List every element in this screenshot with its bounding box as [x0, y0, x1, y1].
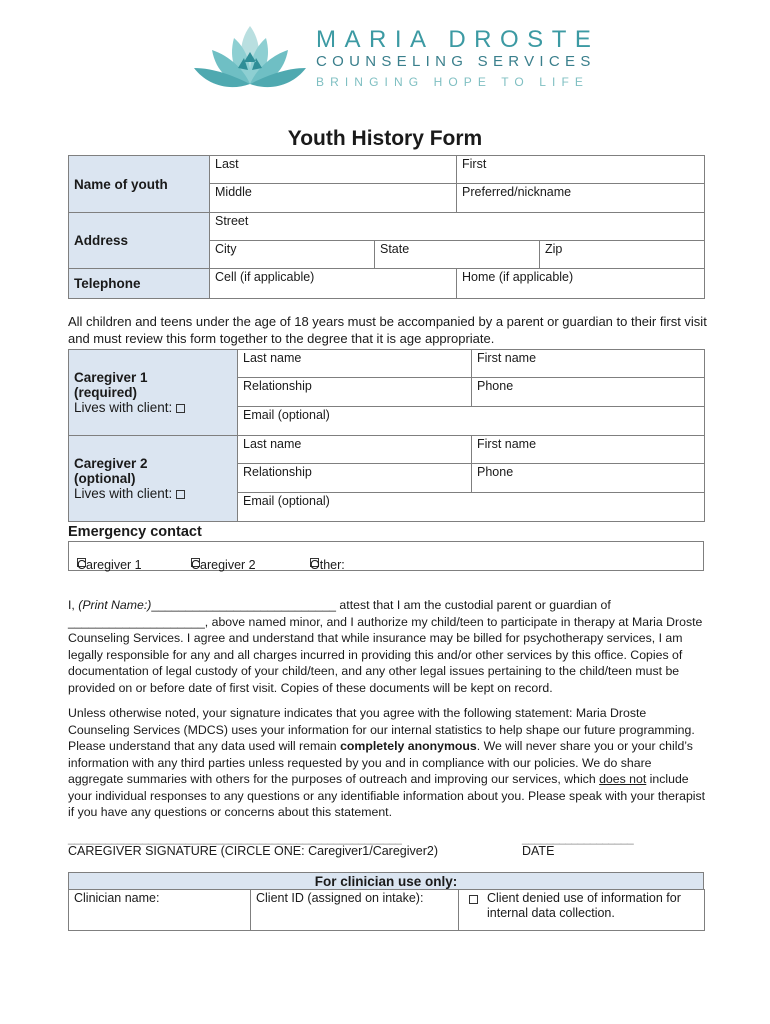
caregiver2-last-name-field[interactable]: [238, 436, 472, 464]
caregiver1-lives-with: [74, 400, 232, 415]
attest-rest: , above named minor, and I authorize my child/teen to participate in therapy at Maria Droste Counseling Services. I agree and understand that while insurance may be billed for psychotherapy services, I am legally responsible for any and all charges incurred in providing this and/or other services by this office. Copies of documentation of legal custody of your child/teen, and any other legal issues pertaining to the child/teen must be provided on or before date of first visit. Copies of these documents will be kept on record.: [68, 614, 703, 695]
client-denied-label: Client denied use of information for internal data collection.: [487, 891, 681, 920]
privacy-part2: . We will never share you or your child’s information with any third parties unless requested by you and in compliance with our policies. We do share aggregate summaries with others for the purposes of outreach and improving our services, which: [68, 739, 693, 786]
telephone-label: Telephone: [69, 269, 210, 299]
brand-subtitle: COUNSELING SERVICES: [316, 53, 596, 70]
accompany-note: All children and teens under the age of 18 years must be accompanied by a parent or guardian to their first visit and must review this form together to the degree that it is age appropriate.: [68, 314, 707, 346]
middle-name-field[interactable]: [210, 184, 457, 213]
print-name-blank[interactable]: ___________________________: [151, 598, 337, 612]
privacy-part1: Unless otherwise noted, your signature indicates that you agree with the following statement: Maria Droste Counseling Services (MDCS) uses your information for our internal statistics to help shape our future programming. Please understand that any data used will remain: [68, 706, 695, 753]
privacy-part3: include your individual responses to any questions or any identifiable information about you. Please speak with your therapist if you have any questions or concerns about this statement.: [68, 772, 706, 819]
custody-attestation: [68, 597, 708, 696]
caregiver2-status: (optional): [74, 471, 136, 486]
first-name-field[interactable]: [457, 156, 705, 184]
youth-info-table: [68, 155, 705, 299]
caregiver1-lives-with-checkbox[interactable]: [176, 404, 185, 413]
city-field[interactable]: [210, 241, 375, 269]
zip-field[interactable]: [540, 241, 704, 268]
state-zip-cell: [375, 241, 705, 269]
date-line[interactable]: __________________: [522, 831, 634, 845]
caregiver1-relationship-label: Relationship: [243, 379, 312, 393]
last-name-field[interactable]: [210, 156, 457, 184]
caregiver2-lives-with: [74, 486, 232, 501]
cell-label: Cell (if applicable): [215, 270, 315, 284]
caregiver1-email-field[interactable]: [238, 407, 705, 436]
preferred-label: Preferred/nickname: [462, 185, 572, 199]
caregiver2-last-name-label: Last name: [243, 437, 302, 451]
caregiver2-email-label: Email (optional): [243, 494, 330, 508]
caregiver2-phone-label: Phone: [477, 465, 514, 479]
lotus-logo-icon: [190, 22, 310, 94]
client-id-field[interactable]: [251, 890, 459, 931]
street-label: Street: [215, 214, 249, 228]
emergency-contact-options: [68, 541, 704, 571]
minor-name-blank[interactable]: ____________________: [68, 614, 205, 629]
client-denied-option: [459, 890, 705, 931]
caregiver2-relationship-label: Relationship: [243, 465, 312, 479]
client-denied-checkbox[interactable]: [469, 895, 478, 904]
caregiver2-lives-with-label: Lives with client:: [74, 486, 173, 501]
caregiver2-first-name-label: First name: [477, 437, 537, 451]
date-caption: DATE: [522, 844, 555, 858]
clinician-heading: For clinician use only:: [68, 872, 704, 890]
caregiver2-phone-field[interactable]: [472, 464, 705, 493]
caregiver2-first-name-field[interactable]: [472, 436, 705, 464]
caregiver2-label: [69, 436, 238, 522]
emergency-other-label: Other:: [310, 558, 345, 572]
preferred-name-field[interactable]: [457, 184, 705, 213]
clinician-name-label: Clinician name:: [74, 891, 160, 905]
state-label: State: [380, 242, 410, 256]
caregiver1-last-name-field[interactable]: [238, 350, 472, 378]
clinician-table: [68, 889, 705, 931]
form-title: Youth History Form: [287, 127, 483, 150]
home-phone-field[interactable]: [457, 269, 705, 299]
caregiver1-status: (required): [74, 385, 138, 400]
caregiver2-relationship-field[interactable]: [238, 464, 472, 493]
caregiver1-phone-field[interactable]: [472, 378, 705, 407]
attest-mid: attest that I am the custodial parent or guardian of: [336, 598, 611, 612]
emergency-contact-heading: Emergency contact: [68, 524, 202, 540]
state-field[interactable]: [375, 241, 540, 268]
privacy-statement: [68, 705, 708, 821]
attest-prefix: I,: [68, 598, 79, 612]
signature-line[interactable]: ______________________________________________________: [68, 831, 402, 845]
name-of-youth-label: Name of youth: [69, 156, 210, 213]
home-label: Home (if applicable): [462, 270, 574, 284]
caregiver1-phone-label: Phone: [477, 379, 514, 393]
caregiver1-title: Caregiver 1: [74, 370, 148, 385]
middle-label: Middle: [215, 185, 252, 199]
caregiver1-label: [69, 350, 238, 436]
caregivers-table: [68, 349, 705, 522]
signature-caption: CAREGIVER SIGNATURE (CIRCLE ONE: Caregiver1/Caregiver2): [68, 844, 438, 858]
brand-name: MARIA DROSTE: [316, 26, 600, 53]
caregiver1-first-name-label: First name: [477, 351, 537, 365]
caregiver2-email-field[interactable]: [238, 493, 705, 522]
clinician-name-field[interactable]: [69, 890, 251, 931]
print-name-label: (Print Name:): [78, 598, 152, 612]
emergency-caregiver2-label: Caregiver 2: [191, 558, 256, 572]
zip-label: Zip: [545, 242, 563, 256]
privacy-underlined: does not: [599, 772, 647, 786]
caregiver1-relationship-field[interactable]: [238, 378, 472, 407]
city-label: City: [215, 242, 237, 256]
caregiver1-last-name-label: Last name: [243, 351, 302, 365]
emergency-caregiver1-label: Caregiver 1: [77, 558, 142, 572]
street-field[interactable]: [210, 213, 705, 241]
caregiver1-email-label: Email (optional): [243, 408, 330, 422]
last-label: Last: [215, 157, 239, 171]
caregiver2-title: Caregiver 2: [74, 456, 148, 471]
privacy-bold: completely anonymous: [340, 739, 477, 753]
caregiver2-lives-with-checkbox[interactable]: [176, 490, 185, 499]
caregiver1-lives-with-label: Lives with client:: [74, 400, 173, 415]
address-label: Address: [69, 213, 210, 269]
first-label: First: [462, 157, 487, 171]
cell-phone-field[interactable]: [210, 269, 457, 299]
client-id-label: Client ID (assigned on intake):: [256, 891, 424, 905]
caregiver1-first-name-field[interactable]: [472, 350, 705, 378]
brand-tagline: BRINGING HOPE TO LIFE: [316, 75, 590, 89]
